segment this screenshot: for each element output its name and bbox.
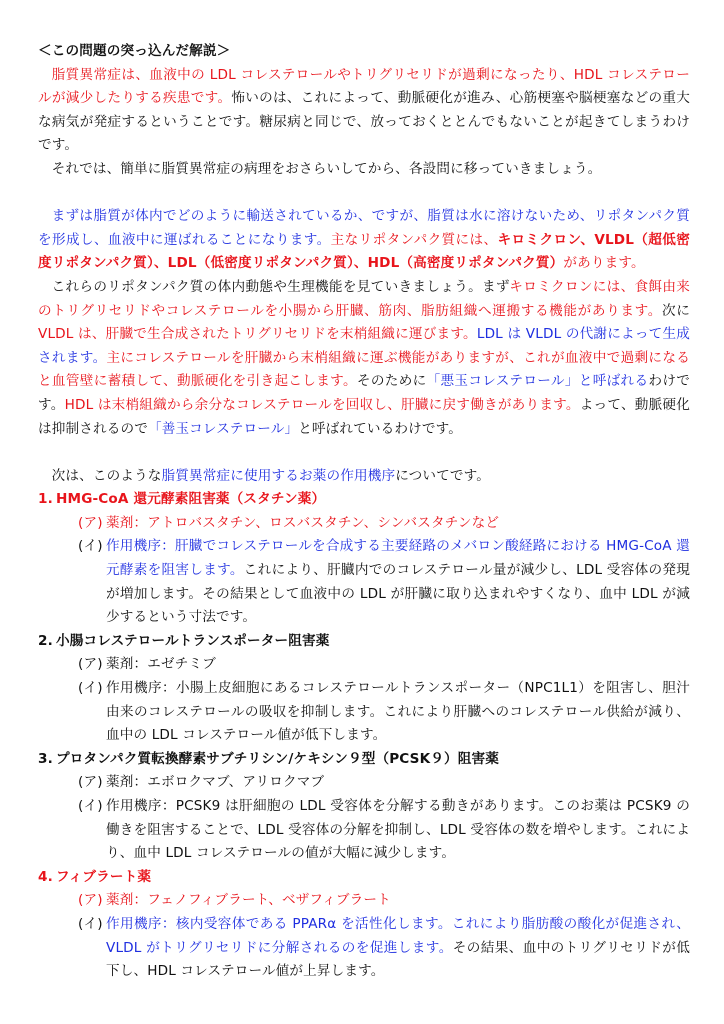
drug-number: 2. (38, 632, 53, 649)
mechanism-highlight: 作用機序：肝臓でコレステロールを合成する主要経路のメバロン酸経路における HMG-CoA 還元酵素を阻害します。 (106, 538, 690, 579)
sub-marker: (イ) (78, 798, 103, 814)
sub-marker: (ア) (78, 656, 103, 673)
sub-marker: (ア) (78, 774, 103, 791)
drugs-intro-paragraph (38, 465, 690, 489)
agents-text: 薬剤：エボロクマブ、アリロクマブ (106, 774, 325, 791)
agents-text: 薬剤：アトロバスタチン、ロスバスタチン、シンバスタチンなど (106, 514, 500, 531)
drug-agents (38, 512, 690, 536)
drugs-intro-pre: 次は、このような (51, 467, 162, 484)
mechanism-text: 作用機序：PCSK9 は肝細胞の LDL 受容体を分解する動きがあります。このお薬は PCSK9 の働きを阻害することで、LDL 受容体の分解を抑制し、LDL 受容体の数を増やします。これにより、血中 LDL コレステロールの値が大幅に減少します。 (106, 798, 690, 862)
mechanism-text: その結果、血中のトリグリセリドが低下し、HDL コレステロール値が上昇します。 (106, 939, 691, 980)
chylomicron-text: キロミクロンには、食餌由来のトリグリセリドやコレステロールを小腸から肝臓、筋肉、脂肪組織へ運搬する機能があります。 (38, 278, 690, 319)
sub-marker: (イ) (78, 680, 103, 697)
drugs-intro-post: についてです。 (395, 467, 491, 484)
drug-number: 1. (38, 491, 53, 508)
bad-cholesterol-text: 「悪玉コレステロール」と呼ばれる (426, 373, 649, 390)
ldl-link: そのために (356, 373, 427, 390)
drug-agents (38, 889, 690, 913)
drug-agents (38, 653, 690, 677)
lipoprotein-paragraph (38, 276, 690, 441)
drug-mechanism (38, 535, 690, 629)
mechanism-text: 作用機序：小腸上皮細胞にあるコレステロールトランスポーター（NPC1L1）を阻害し、胆汁由来のコレステロールの吸収を抑制します。これにより肝臓へのコレステロール供給が減り、血中の LDL コレステロール値が低下します。 (106, 680, 690, 744)
lipoprotein-list: キロミクロン、VLDL（超低密度リポタンパク質）、LDL（低密度リポタンパク質）、HDL（高密度リポタンパク質） (38, 231, 691, 272)
sub-marker: (イ) (78, 538, 103, 555)
intro-rest: 怖いのは、これによって、動脈硬化が進み、心筋梗塞や脳梗塞などの重大な病気が発症するということです。糖尿病と同じで、放っておくととんでもないことが起きてしまうわけです。 (38, 90, 690, 154)
drug-mechanism (38, 795, 690, 866)
sub-marker: (ア) (78, 892, 103, 909)
ldl-origin-text: LDL は VLDL の代謝によって生成されます。 (38, 326, 690, 366)
agents-text: 薬剤：フェノフィブラート、ベザフィブラート (106, 892, 391, 909)
drug-title: フィブラート薬 (56, 868, 152, 885)
hdl-text: HDL は末梢組織から余分なコレステロールを回収し、肝臓に戻す働きがあります。 (64, 396, 580, 413)
transport-red-text: 主なリポタンパク質には、 (330, 231, 498, 248)
transport-red-end: があります。 (563, 255, 645, 272)
lipo-lead: これらのリポタンパク質の体内動態や生理機能を見ていきましょう。まず (51, 278, 510, 295)
transition-paragraph: それでは、簡単に脂質異常症の病理をおさらいしてから、各設問に移っていきましょう。 (51, 160, 602, 177)
good-end: と呼ばれているわけです。 (298, 420, 463, 437)
drug-title: プロタンパク質転換酵素サブチリシン/ケキシン９型（PCSK９）阻害薬 (56, 750, 500, 767)
drugs-intro-blue: 脂質異常症に使用するお薬の作用機序 (161, 467, 396, 484)
drug-mechanism (38, 913, 690, 984)
hdl-link: よって、動脈硬化は抑制されるので (38, 396, 690, 437)
drug-agents (38, 771, 690, 795)
ldl-function-text: 主にコレステロールを肝臓から末梢組織に運ぶ機能がありますが、これが血液中で過剰になると血管壁に蓄積して、動脈硬化を引き起こします。 (38, 349, 690, 390)
paragraph-gap (38, 441, 690, 465)
section-heading: ＜この問題の突っ込んだ解説＞ (38, 43, 231, 59)
paragraph-gap (38, 182, 690, 206)
good-cholesterol-text: 「善玉コレステロール」 (147, 420, 299, 437)
vldl-text: VLDL は、肝臓で生合成されたトリグリセリドを末梢組織に運びます。 (38, 326, 477, 343)
lipo-next: 次に (662, 302, 690, 319)
drug-item-title (38, 866, 690, 890)
drug-number: 3. (38, 750, 53, 767)
drug-title: 小腸コレステロールトランスポーター阻害薬 (56, 632, 330, 649)
intro-paragraph (38, 64, 690, 158)
drug-number: 4. (38, 868, 53, 885)
transport-paragraph (38, 205, 690, 276)
sub-marker: (ア) (78, 514, 103, 531)
sub-marker: (イ) (78, 915, 103, 932)
drug-item-title (38, 748, 690, 772)
drug-mechanism (38, 677, 690, 748)
drug-item-title (38, 488, 690, 512)
drug-item-title (38, 630, 690, 654)
mechanism-text: これにより、肝臓内でのコレステロール量が減少し、LDL 受容体の発現が増加します。その結果として血液中の LDL が肝臓に取り込まれやすくなり、血中 LDL が減少するという寸法です。 (106, 562, 690, 626)
mechanism-highlight: 作用機序：核内受容体である PPARα を活性化します。これにより脂肪酸の酸化が促進され、VLDL がトリグリセリドに分解されるのを促進します。 (106, 915, 690, 956)
agents-text: 薬剤：エゼチミブ (106, 656, 216, 673)
document-page (38, 40, 690, 984)
transport-blue-text: まずは脂質が体内でどのように輸送されているか、ですが、脂質は水に溶けないため、リポタンパク質を形成し、血液中に運ばれることになります。 (38, 208, 690, 248)
intro-highlight: 脂質異常症は、血液中の LDL コレステロールやトリグリセリドが過剰になったり、HDL コレステロールが減少したりする疾患です。 (38, 66, 690, 107)
drug-title: HMG-CoA 還元酵素阻害薬（スタチン薬） (56, 491, 326, 508)
bad-end: わけです。 (38, 373, 691, 413)
